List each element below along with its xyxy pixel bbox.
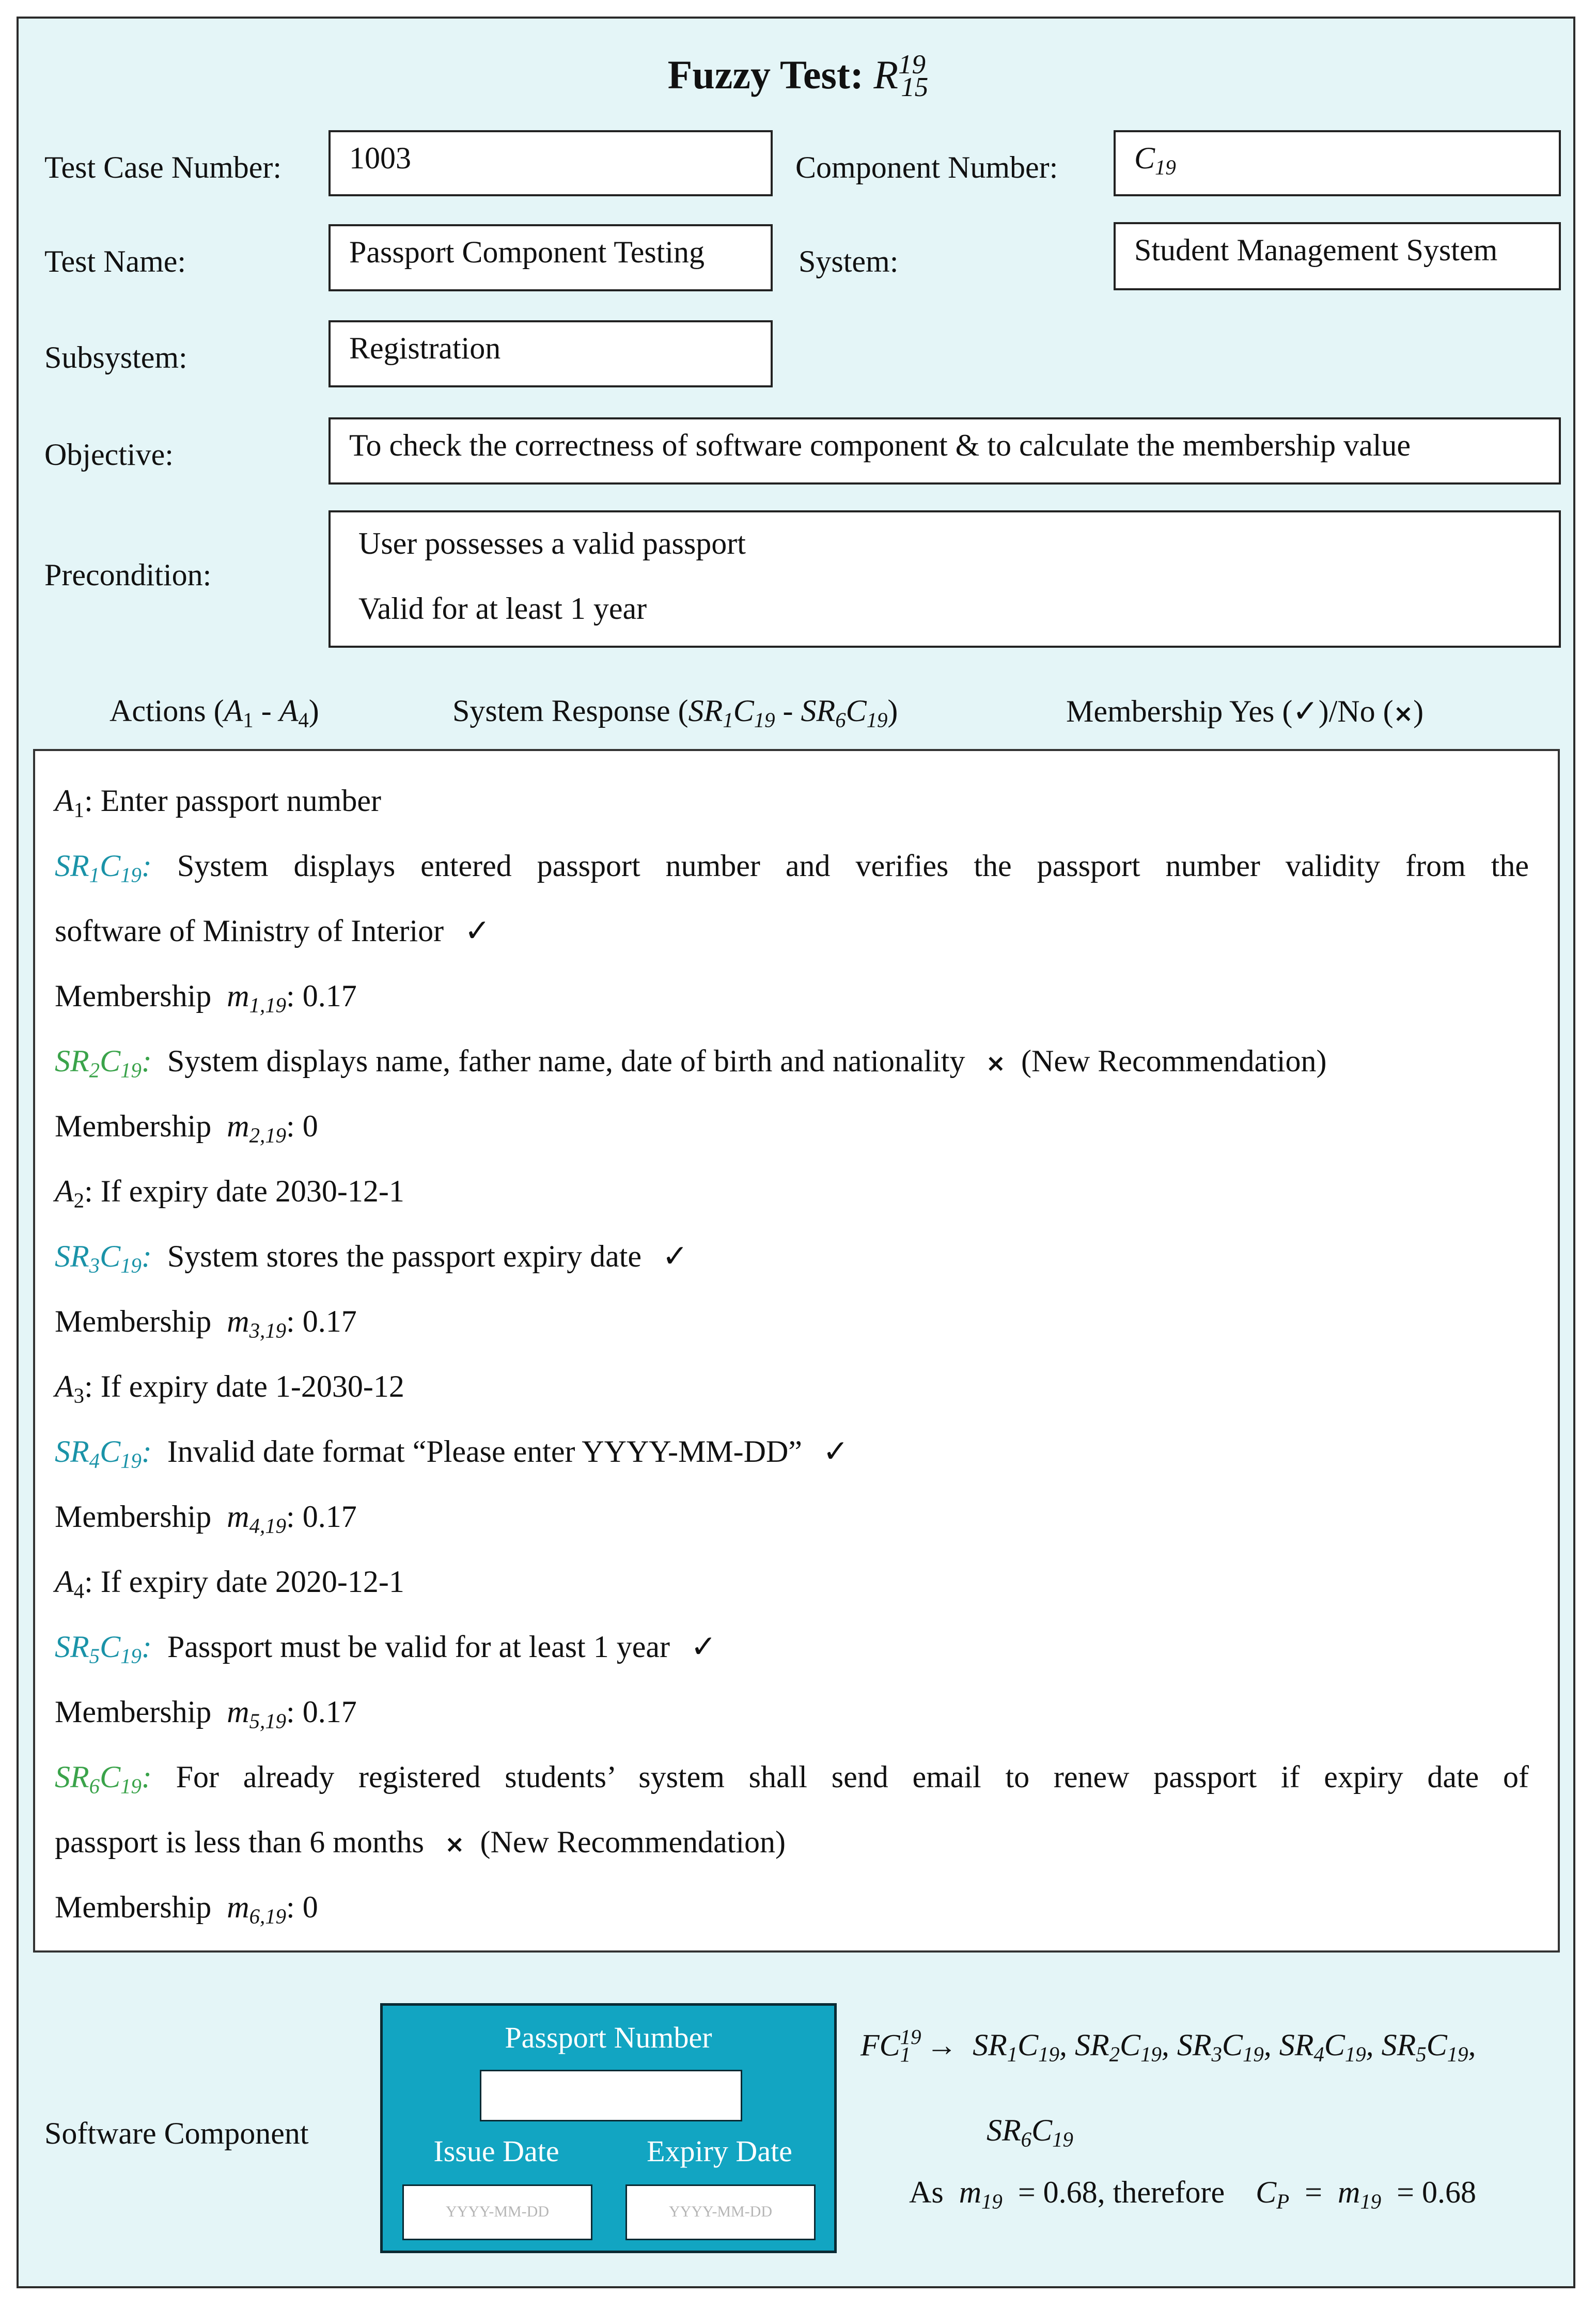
check-icon: ✓ [662, 1239, 689, 1273]
membership-m1: Membership $m_{1,19}$: 0.17 [55, 979, 357, 1017]
action-a2: $A_2$: If expiry date 2030-12-1 [55, 1174, 404, 1212]
cross-icon: × [445, 1830, 465, 1858]
precondition-field[interactable] [328, 510, 1561, 648]
formula-line-1: $FC^{19}_1 \to SR_1C_{19}$, $SR_2C_{19}$, $SR_3C_{19}$, $SR_4C_{19}$, $SR_5C_{19}$, [860, 2025, 1476, 2066]
response-sr4: $SR_4C_{19}$: Invalid date format “Please enter YYYY-MM-DD” ✓ [55, 1431, 849, 1481]
objective-field[interactable]: To check the correctness of software component & to calculate the membership value [328, 417, 1561, 485]
precondition-line: User possesses a valid passport [358, 526, 746, 560]
test-name-label: Test Name: [44, 244, 186, 278]
response-sr1: $SR_1C_{19}$: System displays entered passport number and verifies the passport number validity from the [55, 849, 1529, 887]
software-component-mockup [380, 2003, 837, 2253]
component-number-label: Component Number: [795, 150, 1058, 184]
response-sr6: $SR_6C_{19}$: For already registered students’ system shall send email to renew passport if expiry date of [55, 1760, 1529, 1798]
precondition-line: Valid for at least 1 year [358, 591, 647, 626]
passport-number-label: Passport Number [505, 2021, 712, 2054]
formula-term: $SR_4C_{19}$, [1279, 2028, 1374, 2066]
test-case-number-field[interactable]: 1003 [328, 130, 773, 196]
passport-number-input[interactable] [480, 2070, 742, 2121]
membership-m3: Membership $m_{3,19}$: 0.17 [55, 1304, 357, 1342]
precondition-label: Precondition: [44, 558, 212, 592]
check-icon: ✓ [822, 1434, 849, 1469]
formula-term: $SR_5C_{19}$, [1381, 2028, 1476, 2066]
software-component-label: Software Component [44, 2116, 309, 2150]
formula-term: $SR_2C_{19}$, [1074, 2028, 1169, 2066]
membership-m5: Membership $m_{5,19}$: 0.17 [55, 1695, 357, 1733]
system-label: System: [799, 244, 899, 278]
cross-icon: × [985, 1049, 1006, 1077]
formula-term: $SR_1C_{19}$, [973, 2028, 1067, 2066]
test-name-field[interactable]: Passport Component Testing [328, 224, 773, 291]
response-sr6-continued: passport is less than 6 months × (New Recommendation) [55, 1821, 786, 1865]
formula-term: $SR_3C_{19}$, [1177, 2028, 1272, 2066]
system-response-header: System Response $(SR_1C_{19} - SR_6C_{19})$ [452, 694, 898, 732]
membership-m2: Membership $m_{2,19}$: 0 [55, 1109, 318, 1147]
formula-line-2 [987, 2113, 1073, 2151]
check-icon: ✓ [690, 1630, 717, 1664]
membership-m4: Membership $m_{4,19}$: 0.17 [55, 1500, 357, 1538]
action-a1: $A_1$: Enter passport number [55, 784, 381, 822]
membership-m6: Membership $m_{6,19}$: 0 [55, 1890, 318, 1928]
objective-label: Objective: [44, 438, 174, 472]
issue-date-label: Issue Date [433, 2134, 559, 2168]
subsystem-field[interactable]: Registration [328, 320, 773, 387]
system-field[interactable]: Student Management System [1114, 222, 1561, 290]
response-sr3: $SR_3C_{19}$: System stores the passport expiry date ✓ [55, 1236, 688, 1286]
test-case-number-label: Test Case Number: [44, 150, 282, 184]
page-title: Fuzzy Test: $R^{19}_{15}$ [667, 50, 929, 103]
subsystem-label: Subsystem: [44, 340, 187, 374]
response-sr2: $SR_2C_{19}$: System displays name, father name, date of birth and nationality × (New Recommendation) [55, 1040, 1327, 1091]
membership-header: Membership Yes (✓)/No (×) [1066, 694, 1424, 728]
action-a3: $A_3$: If expiry date 1-2030-12 [55, 1369, 404, 1408]
formula-line-3: As $m_{19} = 0.68$, therefore $C_P = m_{19} = 0.68$ [909, 2175, 1476, 2213]
formula-term: $SR_6C_{19}$ [987, 2113, 1073, 2151]
check-icon: ✓ [464, 914, 491, 948]
expiry-date-input[interactable]: YYYY-MM-DD [625, 2184, 816, 2240]
expiry-date-label: Expiry Date [647, 2134, 792, 2168]
component-number-field[interactable]: $C_{19}$ [1114, 130, 1561, 196]
response-sr1-continued: software of Ministry of Interior ✓ [55, 910, 490, 951]
issue-date-input[interactable]: YYYY-MM-DD [402, 2184, 592, 2240]
response-sr5: $SR_5C_{19}$: Passport must be valid for at least 1 year ✓ [55, 1626, 716, 1677]
action-a4: $A_4$: If expiry date 2020-12-1 [55, 1565, 404, 1603]
actions-header: Actions $(A_1 - A_4)$ [109, 694, 319, 732]
